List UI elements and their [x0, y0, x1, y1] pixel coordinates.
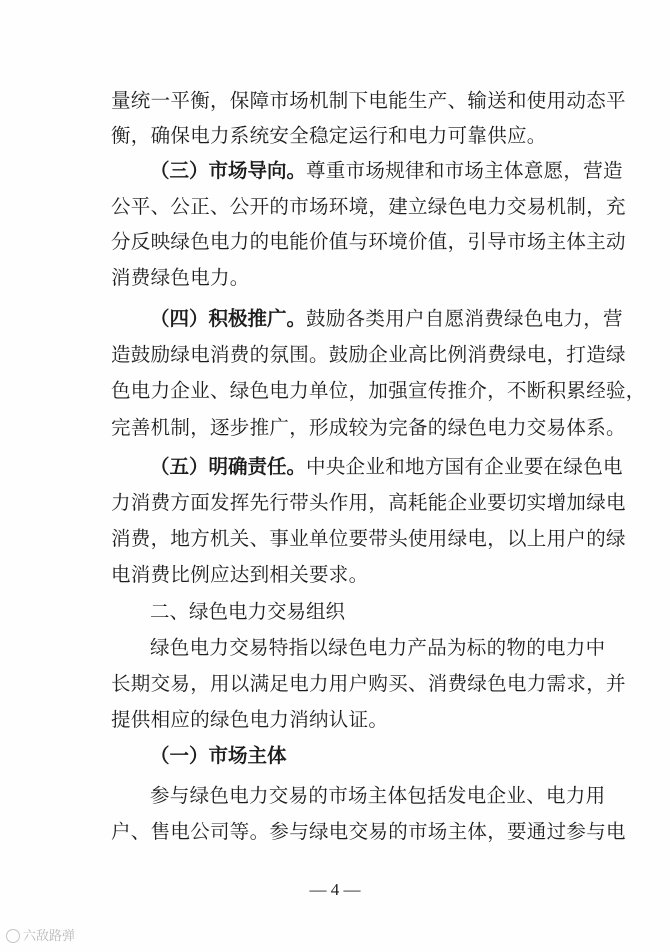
paragraph-line: 电消费比例应达到相关要求。	[111, 563, 369, 586]
watermark: 六敌路弹	[6, 925, 75, 944]
paragraph-line: （三）市场导向。尊重市场规律和市场主体意愿，营造	[150, 159, 623, 182]
paragraph-line: （四）积极推广。鼓励各类用户自愿消费绿色电力，营	[150, 307, 623, 330]
paragraph-line: 衡，确保电力系统安全稳定运行和电力可靠供应。	[111, 124, 547, 147]
subsection-title: （一）市场主体	[150, 744, 287, 767]
paragraph-line: 提供相应的绿色电力消纳认证。	[111, 708, 389, 731]
paragraph-line: 色电力企业、绿色电力单位，加强宣传推介，不断积累经验，	[111, 379, 646, 402]
paragraph-line: 参与绿色电力交易的市场主体包括发电企业、电力用	[150, 784, 606, 807]
paragraph-line: 消费，地方机关、事业单位要带头使用绿电，以上用户的绿	[111, 527, 626, 550]
paragraph-line: 消费绿色电力。	[111, 266, 250, 289]
paragraph-line: 完善机制，逐步推广，形成较为完备的绿色电力交易体系。	[111, 416, 626, 439]
paragraph-line: 量统一平衡，保障市场机制下电能生产、输送和使用动态平	[111, 89, 626, 112]
section-title: 二、绿色电力交易组织	[150, 600, 346, 623]
paragraph-line: 公平、公正、公开的市场环境，建立绿色电力交易机制，充	[111, 195, 626, 218]
principle-heading: （五）明确责任。	[150, 455, 307, 478]
principle-heading: （三）市场导向。	[150, 159, 307, 182]
page-number: — 4 —	[309, 880, 361, 899]
paragraph-line: 绿色电力交易特指以绿色电力产品为标的物的电力中	[150, 636, 606, 659]
paragraph-line: 力消费方面发挥先行带头作用，高耗能企业要切实增加绿电	[111, 491, 626, 514]
paragraph-line: 造鼓励绿电消费的氛围。鼓励企业高比例消费绿电，打造绿	[111, 343, 626, 366]
watermark-logo-icon	[6, 929, 20, 943]
paragraph-line: 户、售电公司等。参与绿电交易的市场主体，要通过参与电	[111, 820, 626, 843]
paragraph-line: （五）明确责任。中央企业和地方国有企业要在绿色电	[150, 455, 623, 478]
principle-heading: （四）积极推广。	[150, 307, 307, 330]
paragraph-line: 分反映绿色电力的电能价值与环境价值，引导市场主体主动	[111, 230, 626, 253]
paragraph-line: 长期交易，用以满足电力用户购买、消费绿色电力需求，并	[111, 672, 626, 695]
